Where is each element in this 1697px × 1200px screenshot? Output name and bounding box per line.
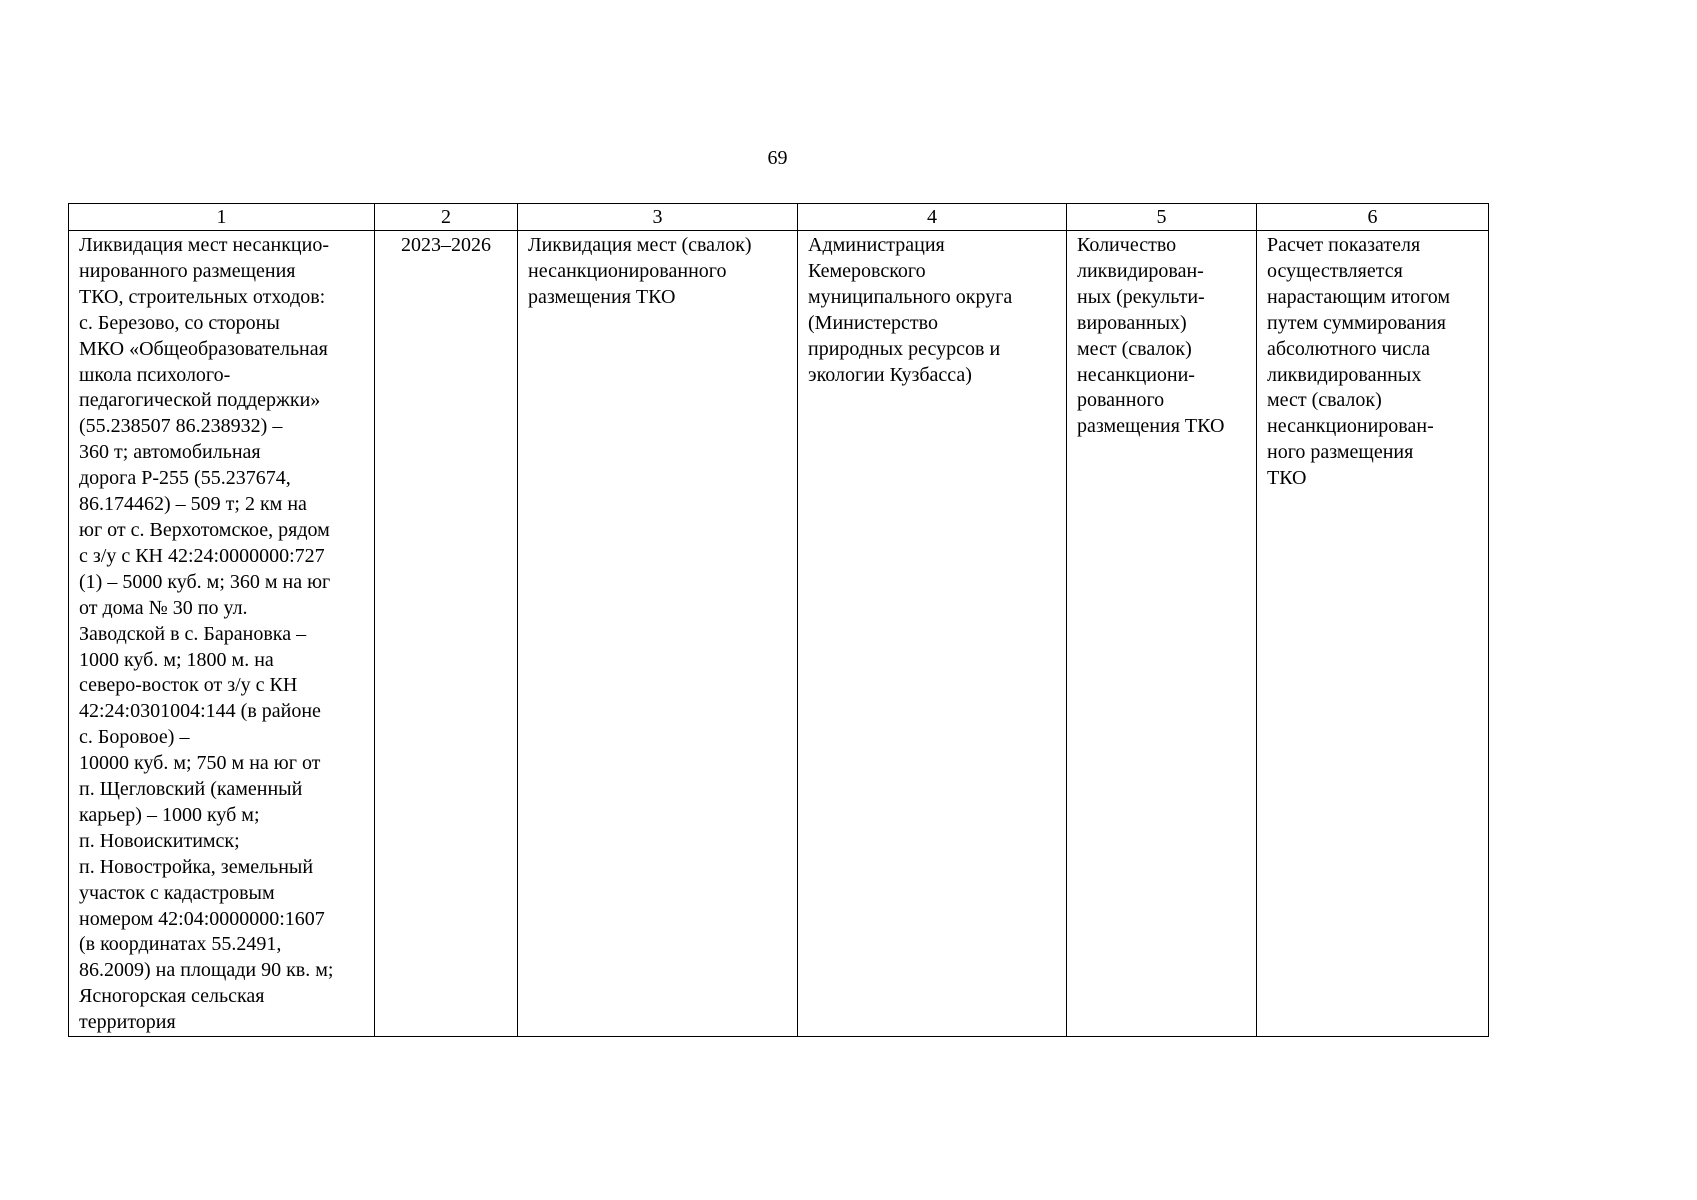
- responsible-text: Администрация Кемеровского муниципального округа (Министерство природных ресурсов и экологии Кузбасса): [808, 234, 1013, 386]
- column-header-3: 3: [518, 204, 798, 231]
- cell-period: [375, 231, 518, 1037]
- cell-calculation: [1257, 231, 1489, 1037]
- column-header-6: 6: [1257, 204, 1489, 231]
- column-header-2: 2: [375, 204, 518, 231]
- cell-activity: [69, 231, 375, 1037]
- cell-responsible: [798, 231, 1067, 1037]
- column-header-4: 4: [798, 204, 1067, 231]
- indicator-text: Количество ликвидирован- ных (рекульти- вированных) мест (свалок) несанкциони- рованного размещения ТКО: [1077, 234, 1225, 438]
- table-row: [69, 231, 1489, 1037]
- period-text: 2023–2026: [401, 234, 491, 256]
- document-table: [68, 203, 1489, 1037]
- activity-text: Ликвидация мест несанкцио- нированного размещения ТКО, строительных отходов: с. Березово, со стороны МКО «Общеобразовательная школа психолого- педагогической поддержки» (55.238507 86.238932) – 360 т; автомобильная дорога Р-255 (55.237674, 86.174462) – 509 т; 2 км на юг от с. Верхотомское, рядом с з/у с КН 42:24:0000000:727 (1) – 5000 куб. м; 360 м на юг от дома № 30 по ул. Заводской в с. Барановка – 1000 куб. м; 1800 м. на северо-восток от з/у с КН 42:24:0301004:144 (в районе с. Боровое) – 10000 куб. м; 750 м на юг от п. Щегловский (каменный карьер) – 1000 куб м; п. Новоискитимск; п. Новостройка, земельный участок с кадастровым номером 42:04:0000000:1607 (в координатах 55.2491, 86.2009) на площади 90 кв. м; Ясногорская сельская территория: [79, 234, 334, 1034]
- column-header-5: 5: [1067, 204, 1257, 231]
- page-number: 69: [767, 147, 788, 169]
- cell-result: [518, 231, 798, 1037]
- column-header-1: 1: [69, 204, 375, 231]
- cell-indicator: [1067, 231, 1257, 1037]
- table-header-row: [69, 204, 1489, 231]
- result-text: Ликвидация мест (свалок) несанкционированного размещения ТКО: [528, 234, 752, 308]
- calculation-text: Расчет показателя осуществляется нарастающим итогом путем суммирования абсолютного числа ликвидированных мест (свалок) несанкционирован- ного размещения ТКО: [1267, 234, 1451, 490]
